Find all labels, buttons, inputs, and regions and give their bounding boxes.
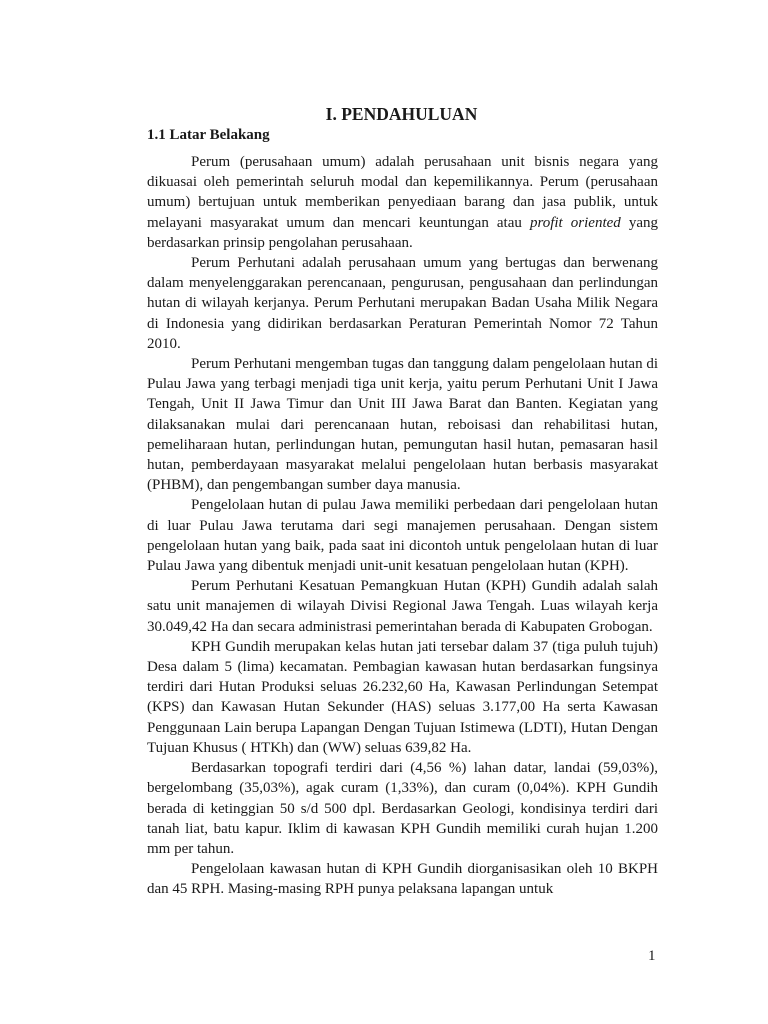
chapter-title: I. PENDAHULUAN [325, 104, 478, 124]
emphasis-text: profit oriented [529, 214, 621, 231]
paragraph-perum-definition [147, 152, 658, 253]
section-heading: 1.1 Latar Belakang [147, 127, 270, 143]
paragraph-text: Perum (perusahaan umum) adalah perusahaan unit bisnis negara yang dikuasai oleh pemerintah seluruh modal dan kepemilikannya. Perum (perusahaan umum) bertujuan untuk memberikan penyediaan barang dan jasa publik, untuk melayani masyarakat umum dan mencari keuntungan atau [147, 154, 658, 231]
paragraph-java-management: Pengelolaan hutan di pulau Jawa memiliki perbedaan dari pengelolaan hutan di luar Pulau Jawa terutama dari segi manajemen perusahaan. Dengan sistem pengelolaan hutan yang baik, pada saat ini dicontoh untuk pengelolaan hutan di luar Pulau Jawa yang dibentuk menjadi unit-unit kesatuan pengelolaan hutan (KPH). [147, 497, 658, 575]
body-text [147, 152, 658, 900]
paragraph-kph-gundih: Perum Perhutani Kesatuan Pemangkuan Hutan (KPH) Gundih adalah salah satu unit manajemen di wilayah Divisi Regional Jawa Tengah. Luas wilayah kerja 30.049,42 Ha dan secara administrasi pemerintahan berada di Kabupaten Grobogan. [147, 578, 658, 635]
paragraph-forest-areas: KPH Gundih merupakan kelas hutan jati tersebar dalam 37 (tiga puluh tujuh) Desa dalam 5 (lima) kecamatan. Pembagian kawasan hutan berdasarkan fungsinya terdiri dari Hutan Produksi seluas 26.232,60 Ha, Kawasan Perlindungan Setempat (KPS) dan Kawasan Hutan Sekunder (HAS) seluas 3.177,00 Ha serta Kawasan Penggunaan Lain berupa Lapangan Dengan Tujuan Istimewa (LDTI), Hutan Dengan Tujuan Khusus ( HTKh) dan (WW) seluas 639,82 Ha. [147, 638, 658, 756]
paragraph-text: yang berdasarkan prinsip pengolahan perusahaan. [147, 214, 658, 251]
paragraph-perhutani-role: Perum Perhutani adalah perusahaan umum yang bertugas dan berwenang dalam menyelenggarakan perencanaan, pengurusan, pengusahaan dan perlindungan hutan di wilayah kerjanya. Perum Perhutani merupakan Badan Usaha Milik Negara di Indonesia yang didirikan berdasarkan Peraturan Pemerintah Nomor 72 Tahun 2010. [147, 255, 658, 352]
paragraph-topography: Berdasarkan topografi terdiri dari (4,56 %) lahan datar, landai (59,03%), bergelombang (35,03%), agak curam (1,33%), dan curam (0,04%). KPH Gundih berada di ketinggian 50 s/d 500 dpl. Berdasarkan Geologi, kondisinya terdiri dari tanah liat, batu kapur. Iklim di kawasan KPH Gundih memiliki curah hujan 1.200 mm per tahun. [147, 760, 658, 857]
paragraph-perhutani-units: Perum Perhutani mengemban tugas dan tanggung dalam pengelolaan hutan di Pulau Jawa yang terbagi menjadi tiga unit kerja, yaitu perum Perhutani Unit I Jawa Tengah, Unit II Jawa Timur dan Unit III Jawa Barat dan Banten. Kegiatan yang dilaksanakan mulai dari perencanaan hutan, reboisasi dan rehabilitasi hutan, pemeliharaan hutan, perlindungan hutan, pemungutan hasil hutan, pemasaran hasil hutan, pemberdayaan masyarakat melalui pengelolaan hutan berbasis masyarakat (PHBM), dan pengembangan sumber daya manusia. [147, 356, 658, 494]
page-number: 1 [648, 948, 656, 964]
paragraph-organization: Pengelolaan kawasan hutan di KPH Gundih diorganisasikan oleh 10 BKPH dan 45 RPH. Masing-masing RPH punya pelaksana lapangan untuk [147, 861, 658, 898]
